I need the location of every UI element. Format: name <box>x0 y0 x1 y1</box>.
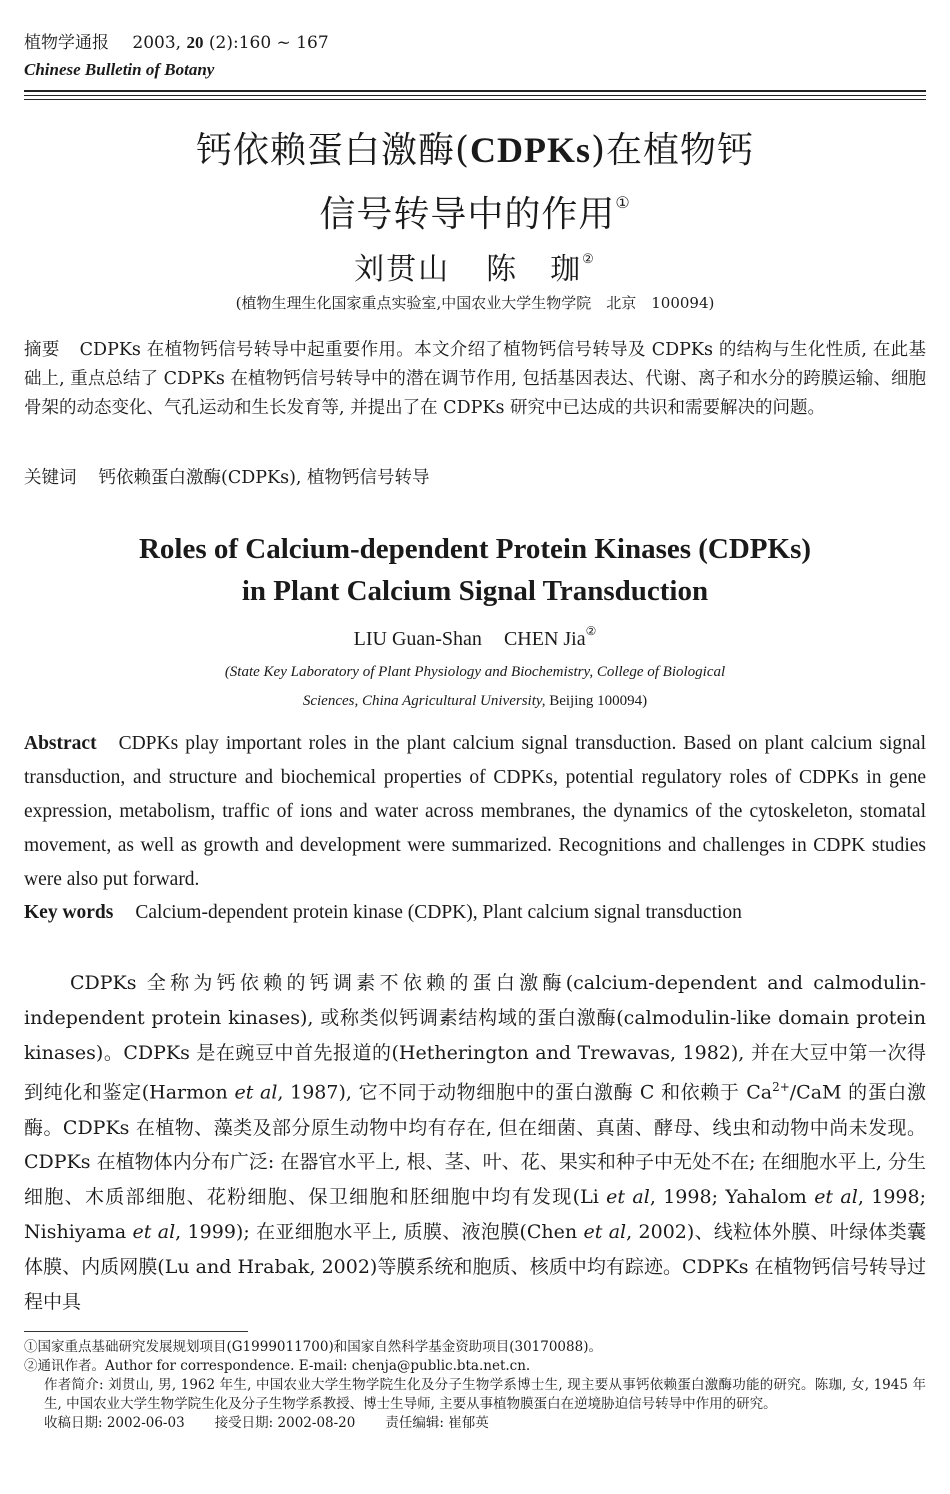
affiliation-line: Sciences, China Agricultural University, <box>302 693 546 709</box>
affiliation-en <box>0 658 950 716</box>
body-text: CDPKs 全称为钙依赖的钙调素不依赖的蛋白激酶(calcium-dependent and calmodulin-independent protein kinases), 或称类似钙调素结构域的蛋白激酶(calmodulin-like domain protein kinases)。CDPKs 是在豌豆中首先报道的(Hetherington and Trewavas, 1982), 并在大豆中第一次得到纯化和鉴定(Harmon <box>24 972 926 1104</box>
body-text: , 2002)、线粒体外膜、叶绿体类囊体膜、内质网膜(Lu and Hrabak, 2002)等膜系统和胞质、核质中均有踪迹。CDPKs 在植物钙信号转导过程中具 <box>24 1220 927 1313</box>
footnote-funding: ①国家重点基础研究发展规划项目(G1999011700)和国家自然科学基金资助项目(30170088)。 <box>24 1339 602 1355</box>
journal-header <box>24 28 329 53</box>
body-text: , 1999); 在亚细胞水平上, 质膜、液泡膜(Chen <box>175 1220 584 1243</box>
body-text: , 1987), 它不同于动物细胞中的蛋白激酶 C 和依赖于 Ca <box>277 1081 773 1104</box>
author-name: 刘贯山 <box>354 252 451 287</box>
author-name: CHEN Jia <box>503 628 586 650</box>
authors-en <box>0 624 950 651</box>
body-paragraph <box>24 966 926 1319</box>
journal-name-cn: 植物学通报 <box>24 33 109 53</box>
abstract-text-cn: CDPKs 在植物钙信号转导中起重要作用。本文介绍了植物钙信号转导及 CDPKs 的结构与生化性质, 在此基础上, 重点总结了 CDPKs 在植物钙信号转导中的潜在调节作用, 包括基因表达、代谢、离子和水分的跨膜运输、细胞骨架的动态变化、气孔运动和生长发育等, 并提出了在 CDPKs 研究中已达成的共识和需要解决的问题。 <box>24 340 927 418</box>
body-text: , 1998; Nishiyama <box>24 1186 926 1243</box>
abstract-label-en: Abstract <box>24 733 97 754</box>
affiliation-line: Beijing 100094) <box>545 693 648 709</box>
title-en-line: Roles of Calcium-dependent Protein Kinases (CDPKs) <box>138 533 812 565</box>
body-text: et al <box>132 1220 176 1243</box>
body-text: et al <box>234 1081 278 1104</box>
footnote-mark: ② <box>585 624 597 638</box>
body-text: /CaM 的蛋白激酶。CDPKs 在植物、藻类及部分原生动物中均有存在, 但在细菌、真菌、酵母、线虫和动物中尚未发现。CDPKs 在植物体内分布广泛: 在器官水平上, 根、茎、叶、花、果实和种子中无处不在; 在细胞水平上, 分生细胞、木质部细胞、花粉细胞、保卫细胞和胚细胞中均有发现(Li <box>24 1081 927 1209</box>
journal-issue-pages: (2):160 ~ 167 <box>208 33 329 53</box>
article-title-en <box>0 528 950 612</box>
affiliation-cn: (植物生理生化国家重点实验室,中国农业大学生物学院 北京 100094) <box>235 294 715 312</box>
editor: 责任编辑: 崔郁英 <box>385 1415 489 1431</box>
header-rule <box>24 95 926 96</box>
title-cn-part: )在植物钙 <box>591 130 755 171</box>
keywords-text-en: Calcium-dependent protein kinase (CDPK), Plant calcium signal transduction <box>135 902 742 923</box>
footnote-mark: ② <box>582 252 596 267</box>
footnote-correspondence: ②通讯作者。Author for correspondence. E-mail: chenja@public.bta.net.cn. <box>24 1358 531 1374</box>
journal-volume: 20 <box>186 33 204 52</box>
abstract-cn <box>24 336 926 423</box>
abstract-label-cn: 摘要 <box>24 340 60 360</box>
header-rule <box>24 99 926 100</box>
keywords-cn <box>24 464 430 493</box>
received-date: 收稿日期: 2002-06-03 <box>44 1415 185 1431</box>
footnote-rule <box>24 1331 248 1332</box>
author-name: 陈 珈 <box>486 252 583 287</box>
body-text: et al <box>583 1220 627 1243</box>
abstract-text-en: CDPKs play important roles in the plant calcium signal transduction. Based on plant calcium signal transduction, and structure and biochemical properties of CDPKs, potential regulatory roles of CDPKs in gene expression, metabolism, traffic of ions and water across membranes, the dynamics of the cytoskeleton, stomatal movement, as well as growth and development were summarized. Recognitions and challenges in CDPK studies were also put forward. <box>24 733 926 890</box>
journal-year: 2003, <box>132 33 182 53</box>
footnotes <box>24 1338 926 1433</box>
keywords-label-en: Key words <box>24 902 114 923</box>
title-en-line: in Plant Calcium Signal Transduction <box>241 575 709 607</box>
author-name: LIU Guan-Shan <box>353 628 482 650</box>
body-text: et al <box>606 1186 650 1209</box>
body-text: 2+ <box>772 1080 790 1095</box>
article-title-cn <box>0 124 950 241</box>
keywords-text-cn: 钙依赖蛋白激酶(CDPKs), 植物钙信号转导 <box>98 468 430 488</box>
abstract-en <box>24 727 926 897</box>
affiliation-line: (State Key Laboratory of Plant Physiology and Biochemistry, College of Biological <box>224 664 726 680</box>
accepted-date: 接受日期: 2002-08-20 <box>214 1415 356 1431</box>
body-text: et al <box>814 1186 858 1209</box>
footnote-mark: ① <box>615 193 631 212</box>
keywords-label-cn: 关键词 <box>24 468 77 488</box>
body-text: , 1998; Yahalom <box>649 1186 815 1209</box>
article-dates <box>24 1414 926 1433</box>
title-cn-part: 信号转导中的作用 <box>319 194 616 235</box>
authors-cn <box>0 244 950 288</box>
header-rule <box>24 90 926 92</box>
author-bio: 作者简介: 刘贯山, 男, 1962 年生, 中国农业大学生物学院生化及分子生物学系博士生, 现主要从事钙依赖蛋白激酶功能的研究。陈珈, 女, 1945 年生, 中国农业大学生物学院生化及分子生物学系教授、博士生导师, 主要从事植物膜蛋白在逆境胁迫信号转导中作用的研究。 <box>44 1377 926 1412</box>
journal-name-en: Chinese Bulletin of Botany <box>24 60 215 79</box>
keywords-en <box>24 896 742 930</box>
title-cn-part: 钙依赖蛋白激酶( <box>195 130 470 171</box>
title-cn-part: CDPKs <box>470 130 591 170</box>
